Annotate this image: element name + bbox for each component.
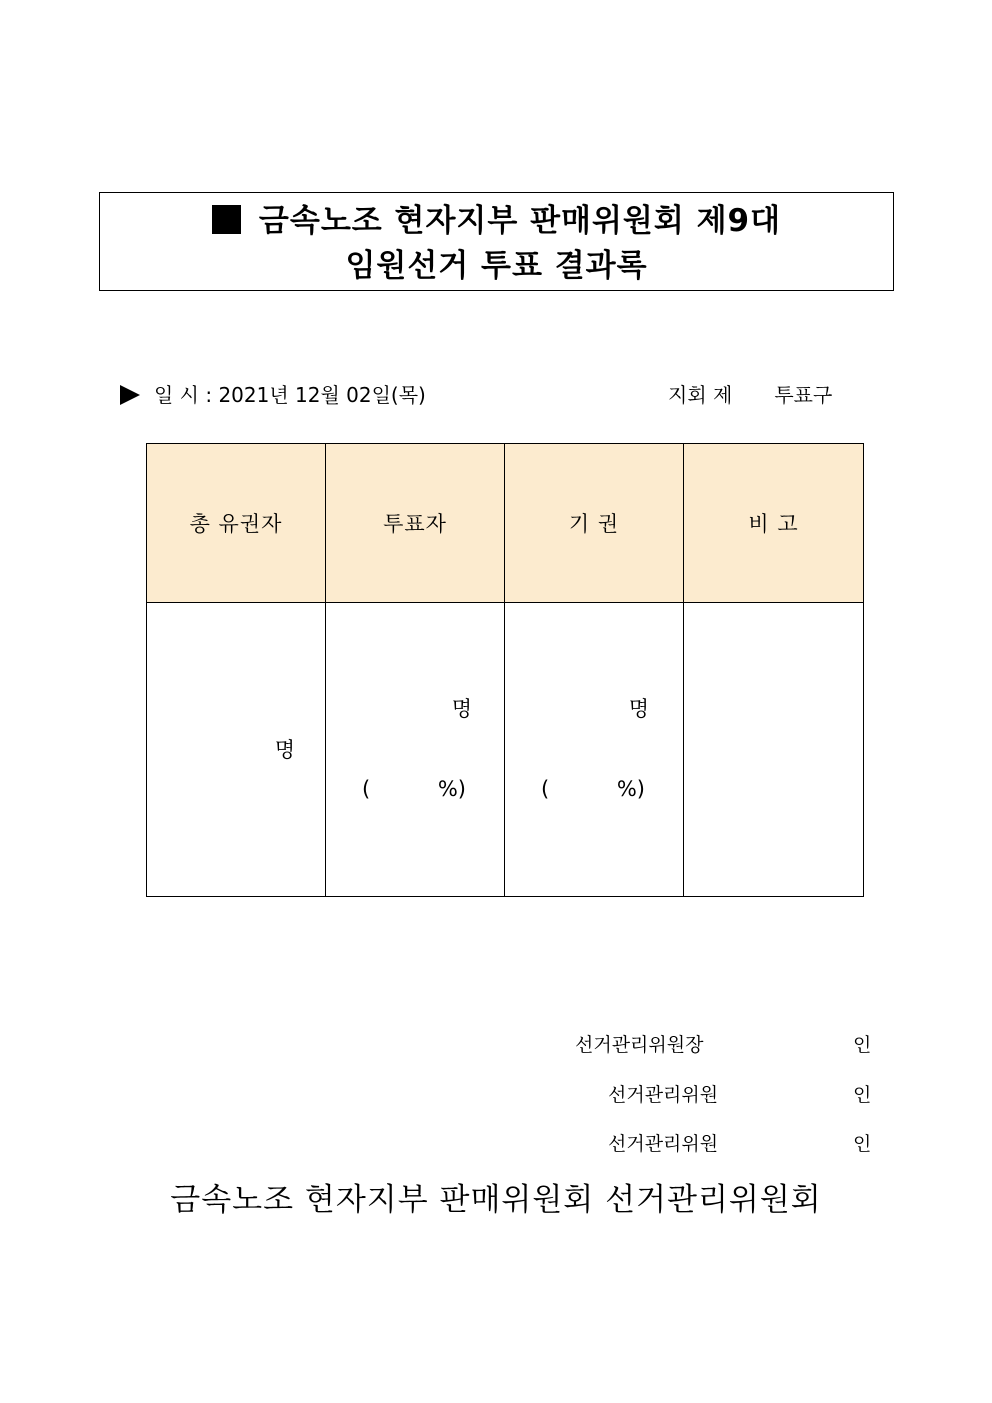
voters-pct-close: %) <box>437 777 466 801</box>
date-value: 2021년 12월 02일(목) <box>218 383 426 407</box>
title-text-1: 금속노조 현자지부 판매위원회 제9대 <box>258 203 782 239</box>
document-title-box <box>99 192 894 291</box>
signature-member-2-role: 선거관리위원 <box>608 1133 719 1155</box>
signature-member-1-role: 선거관리위원 <box>608 1084 719 1106</box>
cell-voters[interactable] <box>326 603 505 897</box>
cell-remarks[interactable] <box>684 603 864 897</box>
signature-chair-role: 선거관리위원장 <box>575 1034 704 1056</box>
result-table <box>146 443 864 897</box>
signature-member-2-seal: 인 <box>853 1133 872 1155</box>
abstentions-pct-open: ( <box>541 777 550 801</box>
table-header-row <box>147 444 864 603</box>
signature-chair-seal: 인 <box>853 1034 872 1056</box>
branch-suffix: 투표구 <box>774 383 833 407</box>
header-total-voters: 총 유권자 <box>147 444 326 603</box>
table-row <box>147 603 864 897</box>
cell-total-voters[interactable] <box>147 603 326 897</box>
header-voters: 투표자 <box>326 444 505 603</box>
title-line-2: 임원선거 투표 결과록 <box>345 248 648 284</box>
date-label: 일 시 : <box>154 383 213 407</box>
branch-prefix: 지회 제 <box>668 383 733 407</box>
right-triangle-icon <box>120 385 140 405</box>
voters-unit: 명 <box>451 697 472 721</box>
total-voters-unit: 명 <box>274 738 295 762</box>
committee-footer: 금속노조 현자지부 판매위원회 선거관리위원회 <box>170 1182 822 1218</box>
header-remarks: 비 고 <box>684 444 864 603</box>
voters-pct-open: ( <box>362 777 371 801</box>
title-line-1 <box>100 201 893 241</box>
abstentions-unit: 명 <box>628 697 649 721</box>
signature-member-1-seal: 인 <box>853 1084 872 1106</box>
cell-abstentions[interactable] <box>505 603 684 897</box>
polling-station-row <box>668 380 832 410</box>
abstentions-pct-close: %) <box>616 777 645 801</box>
black-square-icon <box>212 205 241 234</box>
date-row <box>120 380 426 410</box>
header-abstentions: 기 권 <box>505 444 684 603</box>
